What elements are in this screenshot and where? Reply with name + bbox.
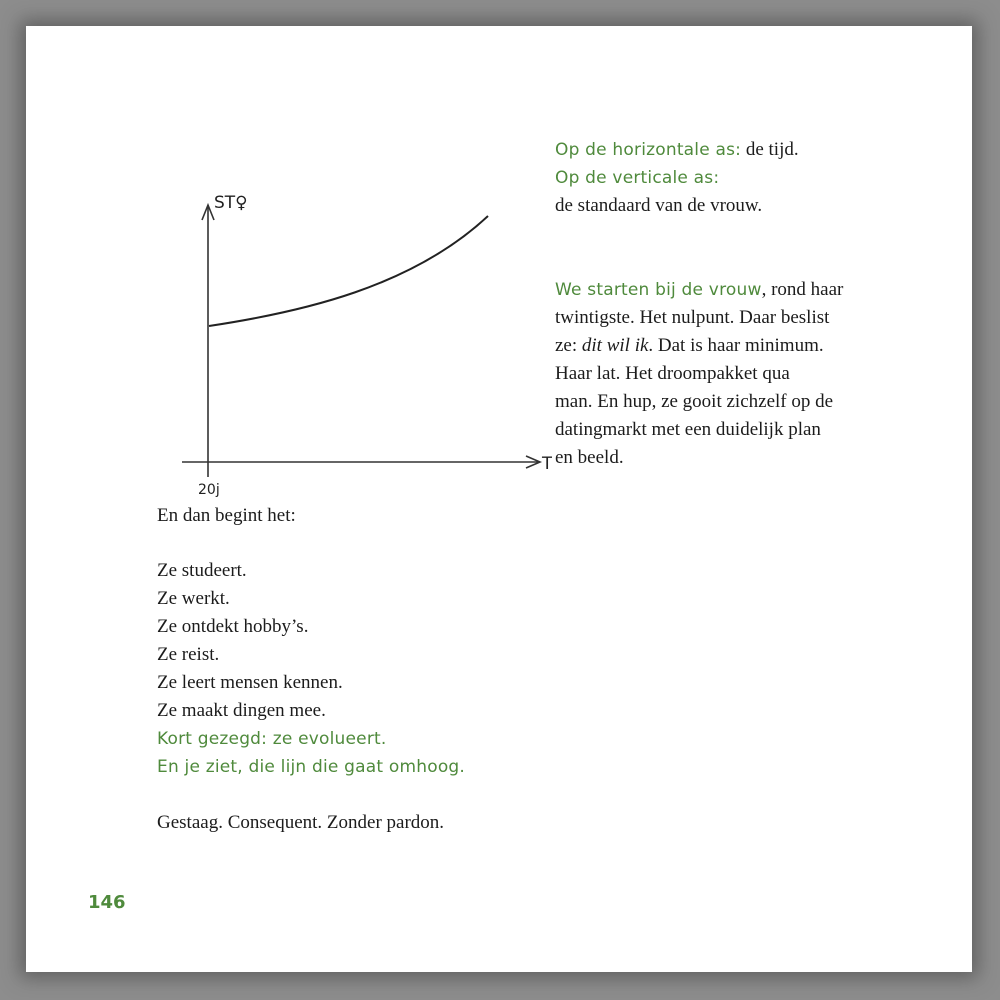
activity-list [157, 557, 465, 781]
handwritten-summary: Kort gezegd: ze evolueert. [157, 729, 387, 749]
book-page [26, 26, 972, 972]
ze-prefix: ze: [555, 335, 582, 356]
axis-explanation [555, 136, 799, 220]
ze-italic: dit wil ik [581, 335, 649, 356]
vertical-axis-text: de standaard van de vrouw. [555, 195, 763, 216]
paragraph-line: en beeld. [555, 447, 624, 468]
horizontal-axis-text: de tijd. [741, 139, 799, 160]
paragraph-line: man. En hup, ze gooit zichzelf op de [555, 391, 834, 412]
list-item: Ze maakt dingen mee. [157, 700, 326, 721]
list-item: Ze ontdekt hobby’s. [157, 616, 309, 637]
handwritten-summary: En je ziet, die lijn die gaat omhoog. [157, 757, 466, 777]
x-axis-label: T [542, 454, 552, 474]
y-axis-label: ST♀ [214, 193, 248, 213]
list-item: Ze reist. [157, 644, 220, 665]
origin-label: 20j [198, 482, 220, 498]
ze-suffix: . Dat is haar minimum. [648, 335, 824, 356]
start-line [555, 276, 843, 304]
intro-line: En dan begint het: [157, 505, 296, 526]
list-item: Ze studeert. [157, 560, 247, 581]
horizontal-axis-handwritten: Op de horizontale as: [555, 140, 742, 160]
list-item: Ze werkt. [157, 588, 230, 609]
graph-svg [152, 162, 552, 502]
horizontal-axis-line [555, 136, 799, 164]
page-number: 146 [88, 892, 126, 913]
closing-text [157, 809, 444, 837]
paragraph-line: twintigste. Het nulpunt. Daar beslist [555, 307, 830, 328]
rising-standard-curve [209, 216, 488, 326]
closing-line: Gestaag. Consequent. Zonder pardon. [157, 812, 445, 833]
paragraph-line: Haar lat. Het droompakket qua [555, 363, 790, 384]
start-paragraph [555, 276, 843, 472]
standard-over-time-graph [152, 162, 552, 502]
start-handwritten: We starten bij de vrouw [555, 280, 762, 300]
vertical-axis-handwritten: Op de verticale as: [555, 168, 720, 188]
list-item: Ze leert mensen kennen. [157, 672, 343, 693]
start-rest-text: , rond haar [761, 279, 844, 300]
intro-text [157, 502, 296, 530]
paragraph-line: datingmarkt met een duidelijk plan [555, 419, 821, 440]
paragraph-line-ze [555, 332, 843, 360]
